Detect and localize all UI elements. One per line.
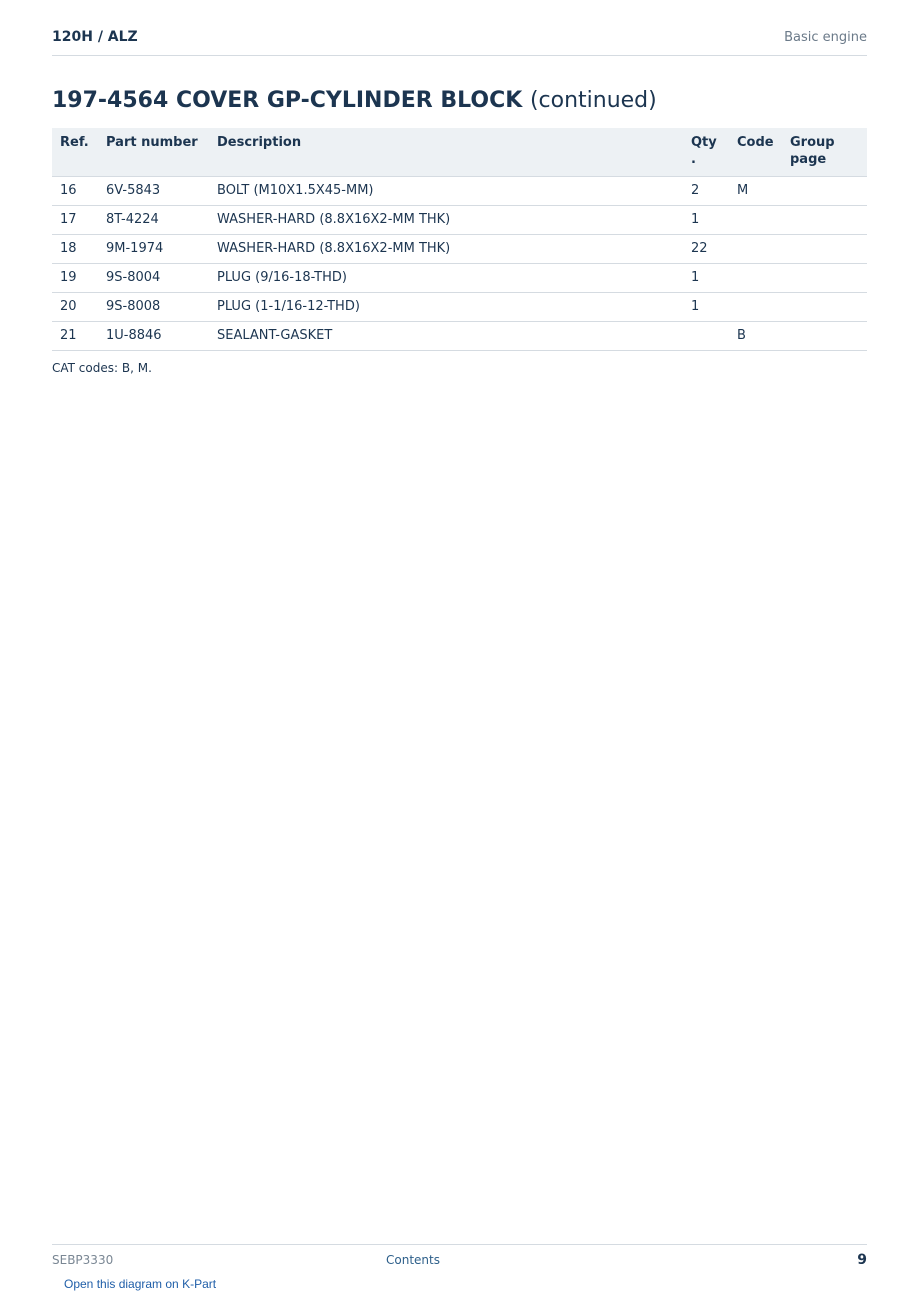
cell-group-page — [782, 235, 867, 264]
cell-ref: 21 — [52, 322, 98, 351]
cell-qty: 1 — [683, 264, 729, 293]
cell-code — [729, 206, 782, 235]
cell-part-number: 9M-1974 — [98, 235, 209, 264]
header-qty-line2: . — [691, 152, 696, 167]
table-header-row — [52, 128, 867, 177]
cell-code: M — [729, 177, 782, 206]
cell-code: B — [729, 322, 782, 351]
section-label: Basic engine — [784, 30, 867, 45]
header-part-number: Part number — [98, 128, 209, 177]
cell-group-page — [782, 293, 867, 322]
cell-qty: 22 — [683, 235, 729, 264]
parts-table — [52, 128, 867, 351]
page-header — [52, 28, 867, 56]
cell-part-number: 9S-8004 — [98, 264, 209, 293]
header-ref: Ref. — [52, 128, 98, 177]
cell-qty: 1 — [683, 293, 729, 322]
header-code: Code — [729, 128, 782, 177]
table-row — [52, 235, 867, 264]
cell-ref: 18 — [52, 235, 98, 264]
title-suffix: (continued) — [529, 88, 657, 113]
cell-group-page — [782, 206, 867, 235]
header-qty — [683, 128, 729, 177]
contents-link[interactable]: Contents — [386, 1253, 440, 1267]
page-title — [52, 88, 657, 113]
cell-group-page — [782, 322, 867, 351]
cell-code — [729, 264, 782, 293]
table-row — [52, 177, 867, 206]
header-group-line2: page — [790, 152, 827, 167]
cell-part-number: 6V-5843 — [98, 177, 209, 206]
cell-ref: 20 — [52, 293, 98, 322]
kpart-diagram-link[interactable]: Open this diagram on K-Part — [64, 1277, 217, 1291]
header-qty-line1: Qty — [691, 135, 717, 150]
cell-group-page — [782, 264, 867, 293]
cell-code — [729, 293, 782, 322]
cell-part-number: 9S-8008 — [98, 293, 209, 322]
cell-part-number: 1U-8846 — [98, 322, 209, 351]
cell-qty: 1 — [683, 206, 729, 235]
footer-divider — [52, 1244, 867, 1245]
cell-description: PLUG (9/16-18-THD) — [209, 264, 683, 293]
cell-qty: 2 — [683, 177, 729, 206]
cell-description: WASHER-HARD (8.8X16X2-MM THK) — [209, 235, 683, 264]
document-code: SEBP3330 — [52, 1253, 114, 1267]
table-row — [52, 206, 867, 235]
header-group-page — [782, 128, 867, 177]
page-number: 9 — [857, 1252, 867, 1268]
header-group-line1: Group — [790, 135, 835, 150]
cell-qty — [683, 322, 729, 351]
cell-code — [729, 235, 782, 264]
cell-ref: 16 — [52, 177, 98, 206]
cat-codes-note: CAT codes: B, M. — [52, 361, 152, 375]
title-main: 197-4564 COVER GP-CYLINDER BLOCK — [52, 88, 523, 113]
table-row — [52, 264, 867, 293]
model-label: 120H / ALZ — [52, 29, 138, 45]
cell-description: BOLT (M10X1.5X45-MM) — [209, 177, 683, 206]
header-description: Description — [209, 128, 683, 177]
cell-group-page — [782, 177, 867, 206]
cell-description: WASHER-HARD (8.8X16X2-MM THK) — [209, 206, 683, 235]
table-row — [52, 293, 867, 322]
table-row — [52, 322, 867, 351]
cell-description: PLUG (1-1/16-12-THD) — [209, 293, 683, 322]
cell-description: SEALANT-GASKET — [209, 322, 683, 351]
cell-ref: 19 — [52, 264, 98, 293]
cell-part-number: 8T-4224 — [98, 206, 209, 235]
cell-ref: 17 — [52, 206, 98, 235]
